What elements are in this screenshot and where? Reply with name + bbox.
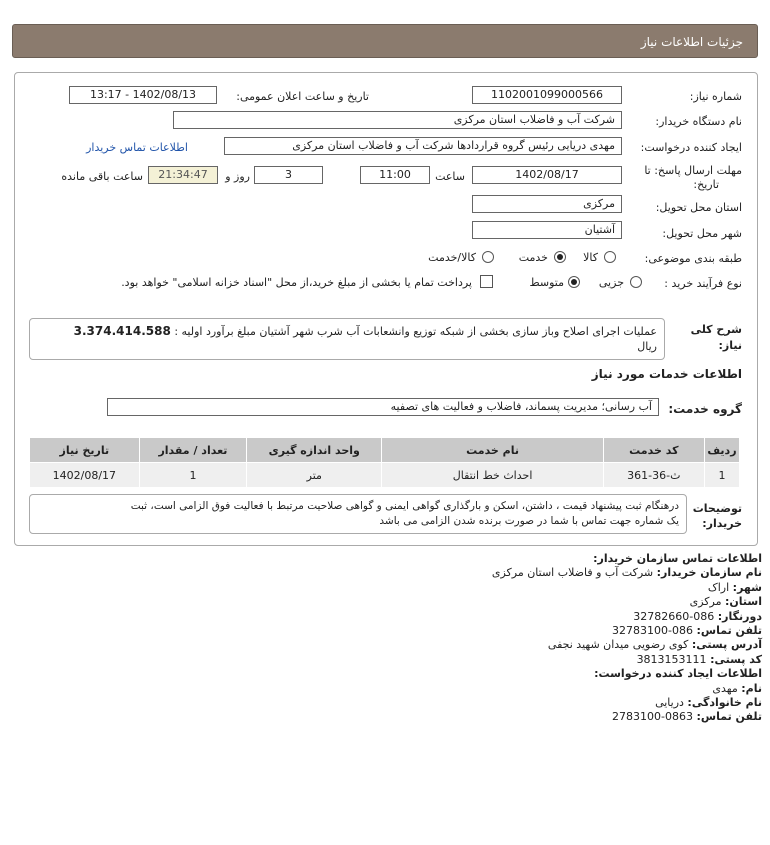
contact-fax-label: دورنگار: <box>717 609 762 623</box>
creator-family-label: نام خانوادگی: <box>687 696 762 710</box>
creator-phone: 0863-2783100 <box>612 710 694 724</box>
need-number-label: شماره نیاز: <box>689 90 742 103</box>
treasury-payment-note: پرداخت تمام یا بخشی از مبلغ خرید،از محل "اسناد خزانه اسلامی" خواهد بود. <box>121 276 472 289</box>
service-group-field[interactable]: آب رسانی؛ مدیریت پسماند، فاضلاب و فعالیت های تصفیه <box>107 398 659 416</box>
process-option-medium: متوسط <box>529 276 564 289</box>
service-group-label: گروه خدمت: <box>668 402 742 416</box>
services-title: اطلاعات خدمات مورد نیاز <box>591 367 742 381</box>
process-radio-minor[interactable] <box>630 276 642 288</box>
remaining-label: ساعت باقی مانده <box>61 170 143 183</box>
col-code: کد خدمت <box>603 438 704 463</box>
creator-phone-label: تلفن تماس: <box>696 710 762 724</box>
deadline-date-field[interactable]: 1402/08/17 <box>472 166 622 184</box>
buyer-org-field[interactable]: شرکت آب و فاضلاب استان مرکزی <box>173 111 622 129</box>
contact-fax: 086-32782660 <box>633 609 715 623</box>
col-row: ردیف <box>704 438 739 463</box>
deadline-label: مهلت ارسال پاسخ: تا <box>644 164 742 177</box>
category-option-goods: کالا <box>583 251 598 264</box>
cell-name: احداث خط انتقال <box>382 463 603 488</box>
city-label: شهر محل تحویل: <box>662 227 742 240</box>
col-date: تاریخ نیاز <box>30 438 140 463</box>
process-option-minor: جزیی <box>598 276 624 289</box>
contact-postal-label: کد پستی: <box>710 652 762 666</box>
contact-postal: 3813153111 <box>636 652 707 666</box>
category-label: طبقه بندی موضوعی: <box>644 252 742 265</box>
contact-address: کوی رضویی میدان شهید نجفی <box>547 638 689 652</box>
announce-field[interactable]: 1402/08/13 - 13:17 <box>69 86 217 104</box>
province-label: استان محل تحویل: <box>655 201 742 214</box>
cell-row: 1 <box>704 463 739 488</box>
contact-city: اراک <box>707 580 730 594</box>
creator-family: دریایی <box>655 696 684 710</box>
announce-label: تاریخ و ساعت اعلان عمومی: <box>236 90 369 103</box>
contact-city-label: شهر: <box>732 580 762 594</box>
contact-province: مرکزی <box>689 595 722 609</box>
notes-line-2: یک شماره جهت تماس با شما در صورت برنده شدن الزامی می باشد <box>379 515 679 527</box>
notes-box <box>29 494 687 534</box>
summary-label-1: شرح کلی <box>690 323 742 336</box>
category-option-service: خدمت <box>518 251 548 264</box>
col-qty: تعداد / مقدار <box>139 438 247 463</box>
contact-title: اطلاعات تماس سازمان خریدار: <box>593 552 762 565</box>
creator-name-label: نام: <box>741 681 762 695</box>
contact-org-label: نام سازمان خریدار: <box>656 566 762 580</box>
need-number-field[interactable]: 1102001099000566 <box>472 86 622 104</box>
buyer-contact-link[interactable]: اطلاعات تماس خریدار <box>86 141 188 154</box>
cell-unit: متر <box>247 463 382 488</box>
creator-name: مهدی <box>712 681 738 695</box>
buyer-org-label: نام دستگاه خریدار: <box>655 115 742 128</box>
page-title: جزئیات اطلاعات نیاز <box>640 35 743 49</box>
summary-amount: 3.374.414.588 <box>73 324 171 338</box>
col-unit: واحد اندازه گیری <box>247 438 382 463</box>
notes-line-1: درهنگام ثبت پیشنهاد قیمت ، داشتن، اسکن و بارگذاری گواهی ایمنی و گواهی صلاحیت مرتبط با فعالیت فوق الزامی است، ثبت <box>130 500 679 512</box>
city-field[interactable]: آشتیان <box>472 221 622 239</box>
cell-code: ث-36-361 <box>603 463 704 488</box>
creator-label: ایجاد کننده درخواست: <box>640 141 742 154</box>
table-row[interactable] <box>30 463 740 488</box>
col-name: نام خدمت <box>382 438 603 463</box>
summary-box <box>29 318 665 360</box>
creator-field[interactable]: مهدی دریایی رئیس گروه قراردادها شرکت آب و فاضلاب استان مرکزی <box>224 137 622 155</box>
creator-info-title: اطلاعات ایجاد کننده درخواست: <box>594 667 762 681</box>
cell-date: 1402/08/17 <box>30 463 140 488</box>
days-field[interactable]: 3 <box>254 166 323 184</box>
category-option-goods-service: کالا/خدمت <box>428 251 476 264</box>
deadline-time-label: ساعت <box>435 170 465 183</box>
contact-org: شرکت آب و فاضلاب استان مرکزی <box>491 566 654 580</box>
summary-label-2: نیاز: <box>718 339 742 352</box>
process-radio-medium[interactable] <box>568 276 580 288</box>
contact-province-label: استان: <box>725 595 762 609</box>
treasury-payment-checkbox[interactable] <box>480 275 493 288</box>
page-header <box>12 24 758 58</box>
summary-text: عملیات اجرای اصلاح وباز سازی بخشی از شبکه توزیع وانشعابات آب شرب شهر آشتیان مبلغ برآورد اولیه : <box>174 325 657 338</box>
contact-phone-label: تلفن تماس: <box>696 624 762 638</box>
category-radio-goods[interactable] <box>604 251 616 263</box>
category-radio-goods-service[interactable] <box>482 251 494 263</box>
notes-label-2: خریدار: <box>702 517 742 530</box>
cell-qty: 1 <box>139 463 247 488</box>
remaining-time-field: 21:34:47 <box>148 166 218 184</box>
notes-label-1: توضیحات <box>692 502 742 515</box>
services-table <box>29 437 740 488</box>
process-label: نوع فرآیند خرید : <box>664 277 742 290</box>
contact-section <box>492 552 762 725</box>
days-label: روز و <box>225 170 250 183</box>
deadline-time-field[interactable]: 11:00 <box>360 166 430 184</box>
contact-address-label: آدرس پستی: <box>691 638 762 652</box>
table-header-row <box>30 438 740 463</box>
deadline-date-label: تاریخ: <box>693 178 719 191</box>
summary-currency: ریال <box>637 340 657 353</box>
contact-phone: 086-32783100 <box>612 624 694 638</box>
province-field[interactable]: مرکزی <box>472 195 622 213</box>
category-radio-service[interactable] <box>554 251 566 263</box>
